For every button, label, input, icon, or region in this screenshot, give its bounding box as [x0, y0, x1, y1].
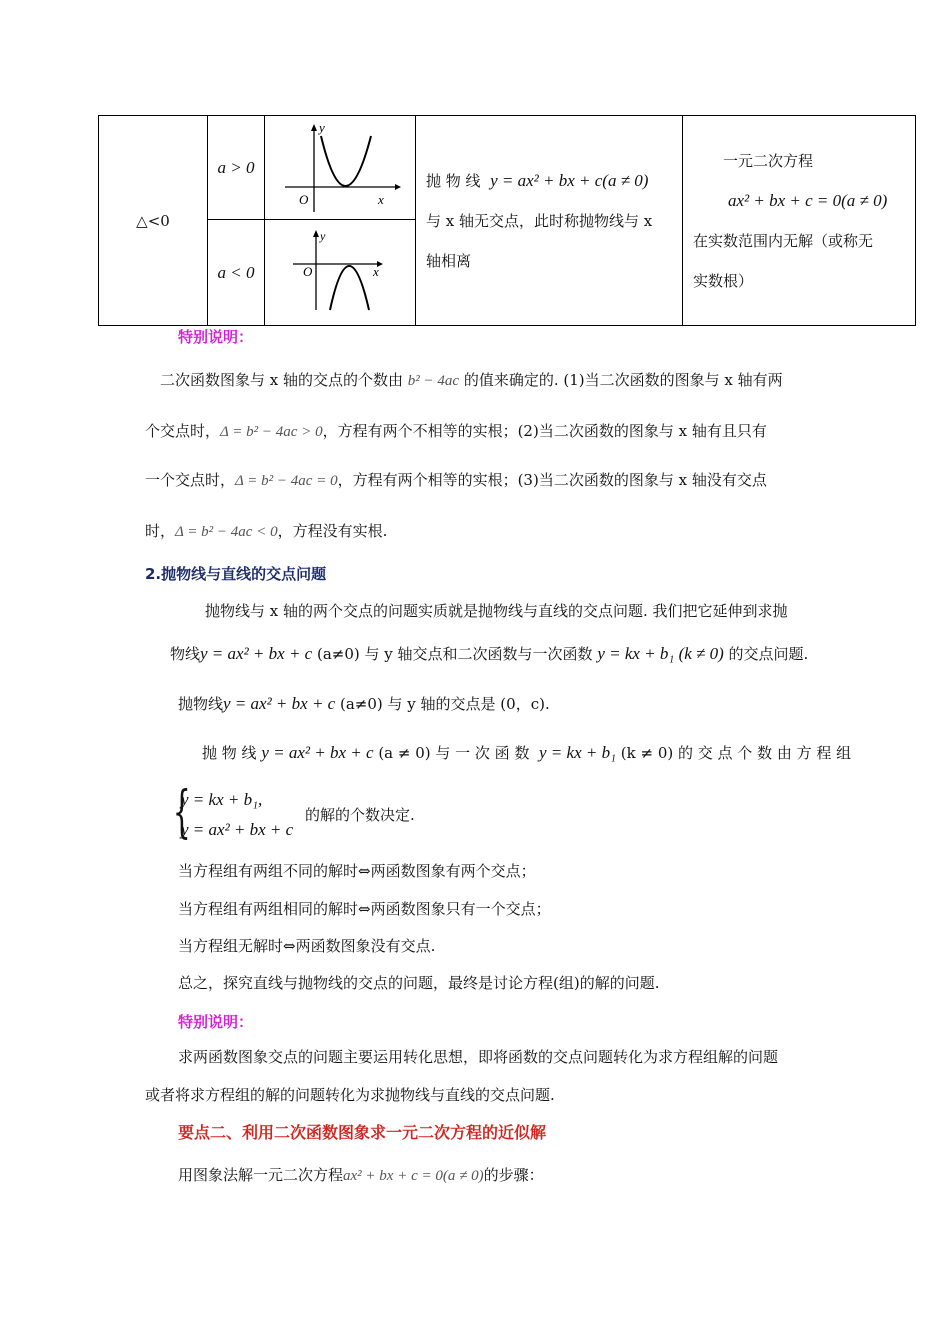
delta-cell: [99, 116, 208, 326]
desc-cell: [416, 116, 683, 326]
cond-a-neg: a < 0: [217, 262, 255, 282]
cond-a-neg-cell: [208, 220, 265, 326]
para1-line2: 个交点时，Δ = b² − 4ac > 0，方程有两个不相等的实根；(2)当二次函数的图象与 x 轴有且只有: [145, 422, 767, 440]
para6: 用图象法解一元二次方程ax² + bx + c = 0(a ≠ 0)的步骤：: [178, 1166, 544, 1184]
case2: 当方程组有两组相同的解时⇔两函数图象只有一个交点；: [178, 900, 551, 918]
equiv-arrow-icon: ⇔: [358, 862, 371, 880]
desc-line3: 轴相离: [426, 251, 472, 270]
graph-up-origin-label: O: [299, 192, 309, 207]
graph-down-y-label: y: [320, 229, 326, 243]
para5-line1: 求两函数图象交点的问题主要运用转化思想，即将函数的交点问题转化为求方程组解的问题: [178, 1048, 779, 1066]
note-label-2: 特别说明：: [178, 1013, 254, 1031]
system-eq2: y = ax² + bx + c: [181, 820, 294, 839]
para1-line3: 一个交点时，Δ = b² − 4ac = 0，方程有两个相等的实根；(3)当二次函数的图象与 x 轴没有交点: [145, 471, 767, 489]
graph-down-x-label: x: [373, 264, 379, 279]
para5-line2: 或者将求方程组的解的问题转化为求抛物线与直线的交点问题.: [145, 1086, 555, 1104]
equation-cell: [683, 116, 916, 326]
desc-formula: y = ax² + bx + c(a ≠ 0): [490, 170, 649, 190]
delta-condition: △<0: [136, 212, 170, 230]
para1-line4: 时，Δ = b² − 4ac < 0，方程没有实根.: [145, 522, 388, 540]
graph-up-x-label: x: [378, 192, 384, 207]
note-label-1: 特别说明：: [178, 328, 254, 346]
desc-prefix: 抛 物 线: [426, 171, 481, 190]
para4-line1: 抛 物 线 y = ax² + bx + c (a ≠ 0) 与 一 次 函 数 y = kx + b₁ (k ≠ 0) 的 交 点 个 数 由 方 程 组: [202, 743, 852, 762]
eq-line4: 实数根）: [693, 271, 754, 290]
graph-up-cell: [265, 116, 416, 220]
summary: 总之，探究直线与抛物线的交点的问题，最终是讨论方程(组)的解的问题.: [178, 974, 660, 992]
system-eq1: y = kx + b₁,: [181, 790, 263, 809]
para3: 抛物线y = ax² + bx + c (a≠0) 与 y 轴的交点是 (0，c).: [178, 694, 550, 713]
case1: 当方程组有两组不同的解时⇔两函数图象有两个交点；: [178, 862, 536, 880]
para4-tail: 的解的个数决定.: [305, 806, 415, 824]
eq-line1: 一元二次方程: [723, 151, 814, 170]
section2-title: 2.抛物线与直线的交点问题: [145, 565, 327, 583]
eq-formula: ax² + bx + c = 0(a ≠ 0): [728, 190, 888, 210]
eq-line3: 在实数范围内无解（或称无: [693, 231, 874, 250]
cond-a-pos: a > 0: [217, 157, 255, 177]
para2-line2: 物线y = ax² + bx + c (a≠0) 与 y 轴交点和二次函数与一次函数 y = kx + b₁ (k ≠ 0) 的交点问题.: [170, 644, 809, 663]
point2-title: 要点二、利用二次函数图象求一元二次方程的近似解: [178, 1123, 547, 1142]
case3: 当方程组无解时⇔两函数图象没有交点.: [178, 937, 436, 955]
para1-line1: 二次函数图象与 x 轴的交点的个数由 b² − 4ac 的值来确定的. (1)当二次函数的图象与 x 轴有两: [160, 371, 783, 389]
graph-parabola-down: [265, 220, 415, 321]
system-brace: {: [172, 780, 191, 845]
graph-up-y-label: y: [319, 120, 325, 135]
parabola-table: [98, 115, 916, 326]
graph-parabola-up: [265, 116, 415, 215]
equiv-arrow-icon: ⇔: [358, 900, 371, 918]
graph-down-origin-label: O: [303, 264, 313, 279]
graph-down-cell: [265, 220, 416, 326]
desc-line2: 与 x 轴无交点，此时称抛物线与 x: [426, 211, 653, 230]
equiv-arrow-icon: ⇔: [283, 937, 296, 955]
para2-line1: 抛物线与 x 轴的两个交点的问题实质就是抛物线与直线的交点问题. 我们把它延伸到求抛: [205, 602, 788, 620]
cond-a-pos-cell: [208, 116, 265, 220]
